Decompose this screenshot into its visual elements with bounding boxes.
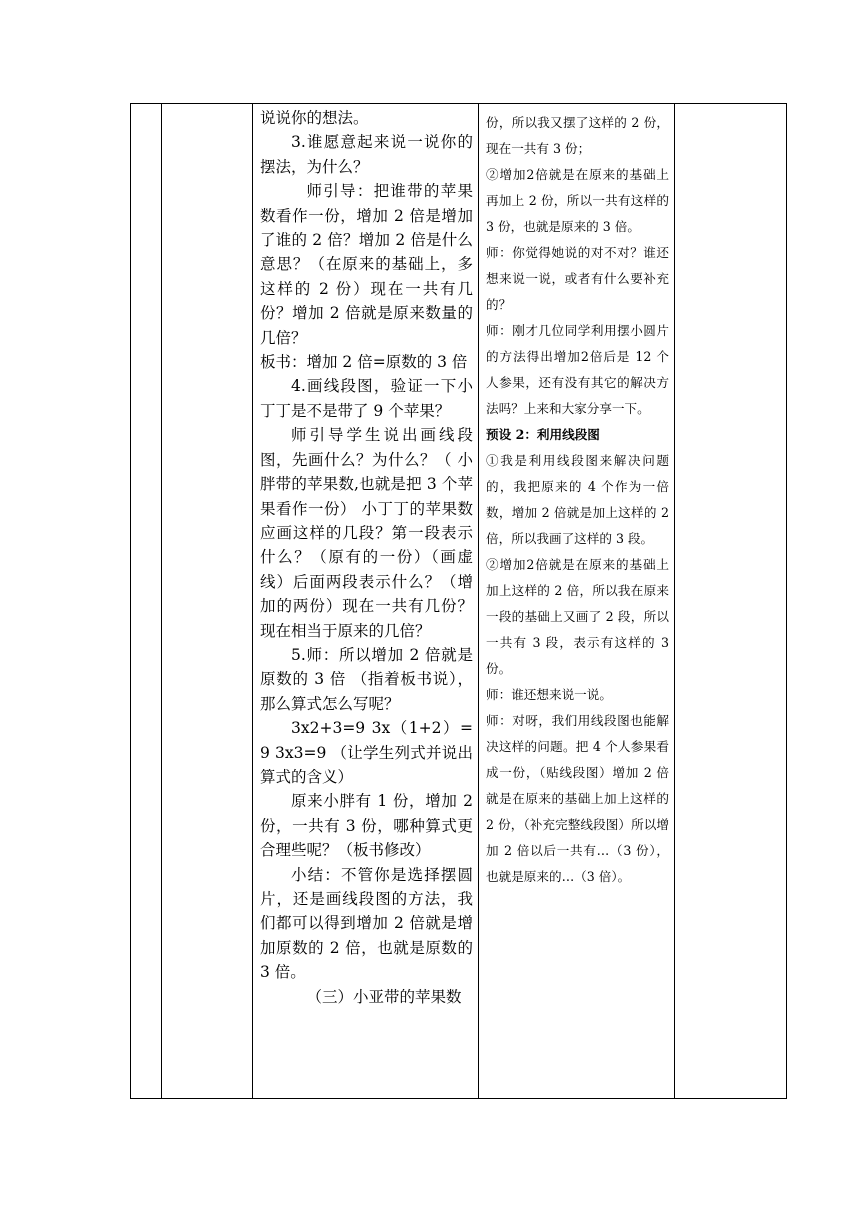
student-activity-paragraph: 师：谁还想来说一说。 — [486, 687, 612, 702]
student-activity-paragraph: ②增加2倍就是在原来的基础上再加上 2 份，所以一共有这样的 3 份，也就是原来的 3 倍。 — [486, 167, 669, 234]
student-activity-text — [486, 110, 669, 890]
teacher-activity-paragraph: 原来小胖有 1 份，增加 2 份，一共有 3 份，哪种算式更合理些呢？（板书修改） — [260, 792, 473, 860]
teacher-activity-paragraph: （三）小亚带的苹果数 — [306, 987, 462, 1006]
teacher-activity-paragraph: 板书：增加 2 倍=原数的 3 倍 — [260, 353, 468, 372]
teacher-activity-paragraph: 说说你的想法。 — [260, 109, 369, 127]
student-activity-paragraph: 师：刚才几位同学利用摆小圆片的方法得出增加2倍后是 12 个人参果，还有没有其它的解决方法吗？上来和大家分享一下。 — [486, 323, 669, 416]
table-row — [131, 104, 787, 1099]
student-activity-paragraph: ②增加2倍就是在原来的基础上加上这样的 2 倍，所以我在原来一段的基础上又画了 2 段，所以一共有 3 段，表示有这样的 3 份。 — [486, 557, 669, 676]
teacher-activity-paragraph: 3.谁愿意起来说一说你的摆法，为什么？ — [260, 133, 473, 176]
teacher-activity-paragraph: 5.师：所以增加 2 倍就是原数的 3 倍 （指着板书说），那么算式怎么写呢？ — [260, 645, 473, 713]
empty-cell-5 — [675, 104, 787, 1099]
teacher-activity-paragraph: 3x2+3=9 3x（1+2）=9 3x3=9 （让学生列式并说出算式的含义） — [260, 719, 473, 786]
empty-cell-2 — [162, 104, 253, 1099]
lesson-plan-table — [130, 103, 787, 1099]
student-activity-paragraph: 份，所以我又摆了这样的 2 份，现在一共有 3 份； — [486, 115, 669, 156]
teacher-activity-cell — [253, 104, 479, 1099]
student-activity-paragraph: 师：你觉得她说的对不对？谁还想来说一说，或者有什么要补充的？ — [486, 245, 669, 312]
teacher-activity-paragraph: 师引导学生说出画线段图，先画什么？为什么？（ 小胖带的苹果数,也就是把 3 个苹果看作一份） 小丁丁的苹果数应画这样的几段？第一段表示什么？（原有的一份）（画虚线）后面两段表示什么？（增加的两份）现在一共有几份？现在相当于原来的几倍？ — [260, 426, 473, 640]
student-activity-cell — [479, 104, 675, 1099]
student-activity-paragraph: 师：对呀，我们用线段图也能解决这样的问题。把 4 个人参果看成一份，（贴线段图）增加 2 倍就是在原来的基础上加上这样的 2 份，（补充完整线段图）所以增加 2 倍以后一共有…（3 份），也就是原来的…（3 倍）。 — [486, 713, 669, 884]
teacher-activity-paragraph: 小结：不管你是选择摆圆片，还是画线段图的方法，我们都可以得到增加 2 倍就是增加原数的 2 倍，也就是原数的 3 倍。 — [260, 865, 473, 982]
teacher-activity-text — [260, 106, 473, 1009]
teacher-activity-paragraph: 师引导：把谁带的苹果数看作一份，增加 2 倍是增加了谁的 2 倍？增加 2 倍是什么意思？（在原来的基础上，多这样的 2 份）现在一共有几份？增加 2 倍就是原来数量的几倍？ — [260, 182, 473, 347]
teacher-activity-paragraph: 4.画线段图，验证一下小丁丁是不是带了 9 个苹果？ — [260, 377, 473, 420]
empty-cell-1 — [131, 104, 162, 1099]
student-activity-paragraph: ①我是利用线段图来解决问题的，我把原来的 4 个作为一倍数，增加 2 倍就是加上这样的 2 倍，所以我画了这样的 3 段。 — [486, 453, 669, 546]
student-activity-paragraph: 预设 2：利用线段图 — [486, 427, 600, 442]
